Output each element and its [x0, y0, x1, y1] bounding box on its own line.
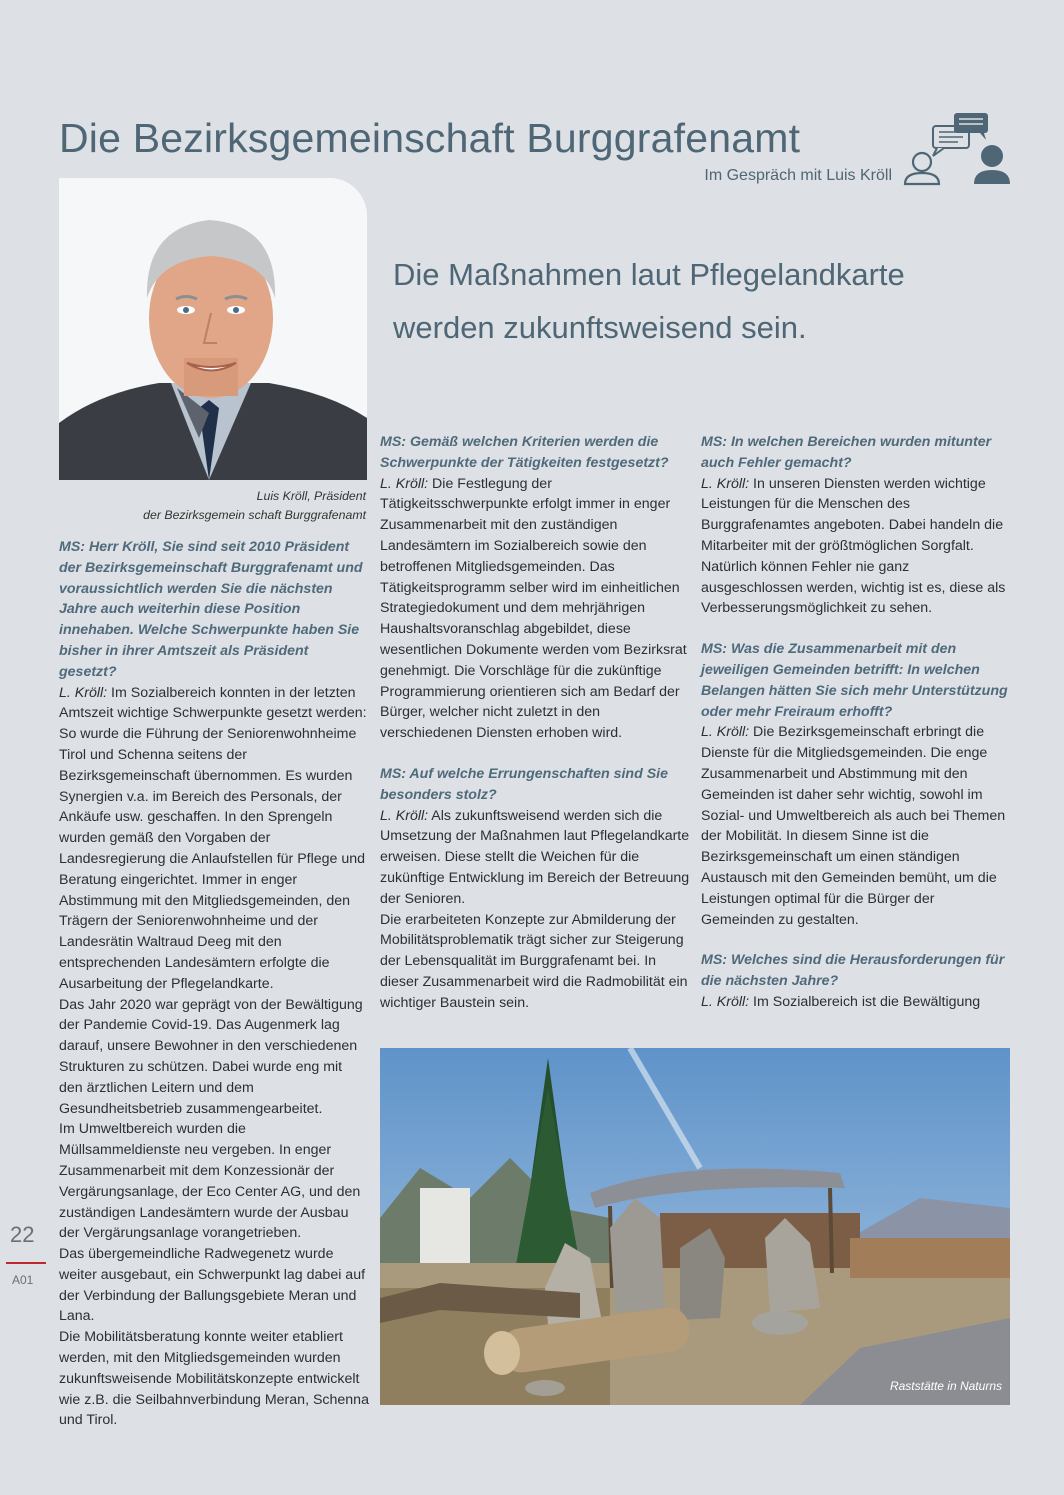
interview-answer — [380, 806, 690, 910]
interview-chat-icon — [902, 110, 1014, 190]
speaker-label: L. Kröll: — [701, 475, 750, 492]
interview-question: MS: Herr Kröll, Sie sind seit 2010 Präsident der Bezirksgemeinschaft Burggrafenamt und voraussichtlich werden Sie die nächsten Jahre auch weiterhin diese Position innehaben. Welche Schwerpunkte haben Sie bisher in ihrer Amtszeit als Präsident gesetzt? — [59, 539, 363, 680]
photo-caption: Raststätte in Naturns — [889, 1379, 1002, 1393]
interview-answer — [59, 683, 369, 995]
paragraph: Das Jahr 2020 war geprägt von der Bewältigung der Pandemie Covid-19. Das Augenmerk lag darauf, unsere Bewohner in den verschiedenen Strukturen zu schützen. Dabei wurde eng mit den ärztlichen Leitern und dem Gesundheitsbetrieb zusammengearbeitet. — [59, 996, 363, 1117]
interview-answer — [701, 992, 1011, 1013]
caption-line-2: der Bezirksgemein schaft Burggrafenamt — [143, 508, 366, 522]
section-code: A01 — [12, 1273, 34, 1287]
interview-question: MS: Gemäß welchen Kriterien werden die Schwerpunkte der Tätigkeiten festgesetzt? — [380, 434, 669, 471]
speaker-label: L. Kröll: — [701, 724, 750, 741]
paragraph: Das übergemeindliche Radwegenetz wurde weiter ausgebaut, ein Schwerpunkt lag dabei auf der Verbindung der Ballungsgebiete Meran und Lana. — [59, 1246, 366, 1325]
page-number: 22 — [10, 1222, 35, 1247]
rest-area-photo — [380, 1048, 1010, 1405]
paragraph: Im Umweltbereich wurden die Müllsammeldienste neu vergeben. In enger Zusammenarbeit mit dem Konzessionär der Vergärungsanlage, der Eco Center AG, und den zuständigen Landesämtern wurde der Ausbau der Vergärungsanlage vorangetrieben. — [59, 1121, 361, 1242]
interview-subtitle: Im Gespräch mit Luis Kröll — [704, 167, 892, 184]
interview-answer — [701, 474, 1011, 620]
text-column-3 — [701, 432, 1011, 1013]
speaker-label: L. Kröll: — [380, 475, 429, 492]
interview-answer — [380, 474, 690, 744]
interview-question: MS: Welches sind die Herausforderungen für die nächsten Jahre? — [701, 952, 1005, 990]
interview-question: MS: Auf welche Errungenschaften sind Sie besonders stolz? — [380, 765, 669, 803]
page-title: Die Bezirksgemeinschaft Burggrafenamt — [59, 115, 801, 162]
interview-question: MS: Was die Zusammenarbeit mit den jeweiligen Gemeinden betrifft: In welchen Belangen hätten Sie sich mehr Unterstützung oder mehr Freiraum erhofft? — [701, 641, 1008, 720]
portrait-caption — [59, 487, 366, 525]
interview-answer — [701, 722, 1011, 930]
answer-text: In unseren Diensten werden wichtige Leistungen für die Menschen des Burggrafenamtes angeboten. Dabei handeln die Mitarbeiter mit der größtmöglichen Sorgfalt. Natürlich können Fehler nie ganz ausgeschlossen werden, wichtig ist es, diese als Verbesserungsmöglichkeit zu sehen. — [701, 475, 1006, 617]
text-column-2 — [380, 432, 690, 1014]
caption-line-1: Luis Kröll, Präsident — [256, 489, 366, 503]
speaker-label: L. Kröll: — [380, 807, 429, 824]
portrait-photo — [59, 178, 367, 480]
speaker-label: L. Kröll: — [59, 684, 108, 701]
text-column-1 — [59, 537, 369, 1431]
answer-text: Die Bezirksgemeinschaft erbringt die Dienste für die Mitgliedsgemeinden. Die enge Zusammenarbeit und Abstimmung mit den Gemeinden ist daher sehr wichtig, sowohl im Sozial- und Umweltbereich als auch bei Themen der Mobilität. In diesem Sinne ist die Bezirksgemeinschaft um einen ständigen Austausch mit den Gemeinden bemüht, um die Leistungen optimal für die Bürger der Gemeinden zu gestalten. — [701, 724, 1006, 928]
interview-question: MS: In welchen Bereichen wurden mitunter auch Fehler gemacht? — [701, 434, 992, 471]
page-number-rule — [6, 1262, 46, 1264]
answer-text: Im Sozialbereich konnten in der letzten Amtszeit wichtige Schwerpunkte gesetzt werden: So wurde die Führung der Seniorenwohnheime Tirol und Schenna seitens der Bezirksgemeinschaft übernommen. Es wurden Synergien v.a. im Bereich des Personals, der Ankäufe usw. geschaffen. In den Sprengeln wurden gemäß den Vorgaben der Landesregierung die Anlaufstellen für Pflege und Beratung eingerichtet. Immer in enger Abstimmung mit den Mitgliedsgemeinden, den Trägern der Seniorenwohnheime und der Landesrätin Waltraud Deeg mit den entsprechenden Landesämtern erfolgte die Ausarbeitung der Pflegelandkarte. — [59, 684, 367, 992]
speaker-label: L. Kröll: — [701, 993, 750, 1010]
pull-quote: Die Maßnahmen laut Pflegelandkarte werden zukunftsweisend sein. — [393, 257, 905, 345]
paragraph: Die erarbeiteten Konzepte zur Abmilderung der Mobilitätsproblematik trägt sicher zur Steigerung der Lebensqualität im Burggrafenamt bei. In dieser Zusammenarbeit wird die Radmobilität ein wichtiger Baustein sein. — [380, 911, 688, 1011]
answer-text: Die Festlegung der Tätigkeitsschwerpunkte erfolgt immer in enger Zusammenarbeit mit den zuständigen Landesämtern im Sozialbereich sowie den betroffenen Mitgliedsgemeinden. Das Tätigkeitsprogramm selber wird im einheitlichen Strategiedokument und dem mehrjährigen Haushaltsvoranschlag abgebildet, diese wesentlichen Dokumente werden vom Bezirksrat genehmigt. Die Vorschläge für die zukünftige Programmierung orientieren sich am Bedarf der Bürger, welcher nicht zuletzt in den verschiedenen Diensten erhoben wird. — [380, 475, 687, 742]
answer-text: Als zukunftsweisend werden sich die Umsetzung der Maßnahmen laut Pflegelandkarte erweisen. Diese stellt die Weichen für die zukünftige Entwicklung im Bereich der Betreuung der Senioren. — [380, 807, 690, 907]
paragraph: Die Mobilitätsberatung konnte weiter etabliert werden, mit den Mitgliedsgemeinden wurden zukunftsweisende Mobilitätskonzepte entwickelt wie z.B. die Seilbahnverbindung Meran, Schenna und Tirol. — [59, 1329, 369, 1429]
answer-text: Im Sozialbereich ist die Bewältigung — [749, 993, 981, 1010]
